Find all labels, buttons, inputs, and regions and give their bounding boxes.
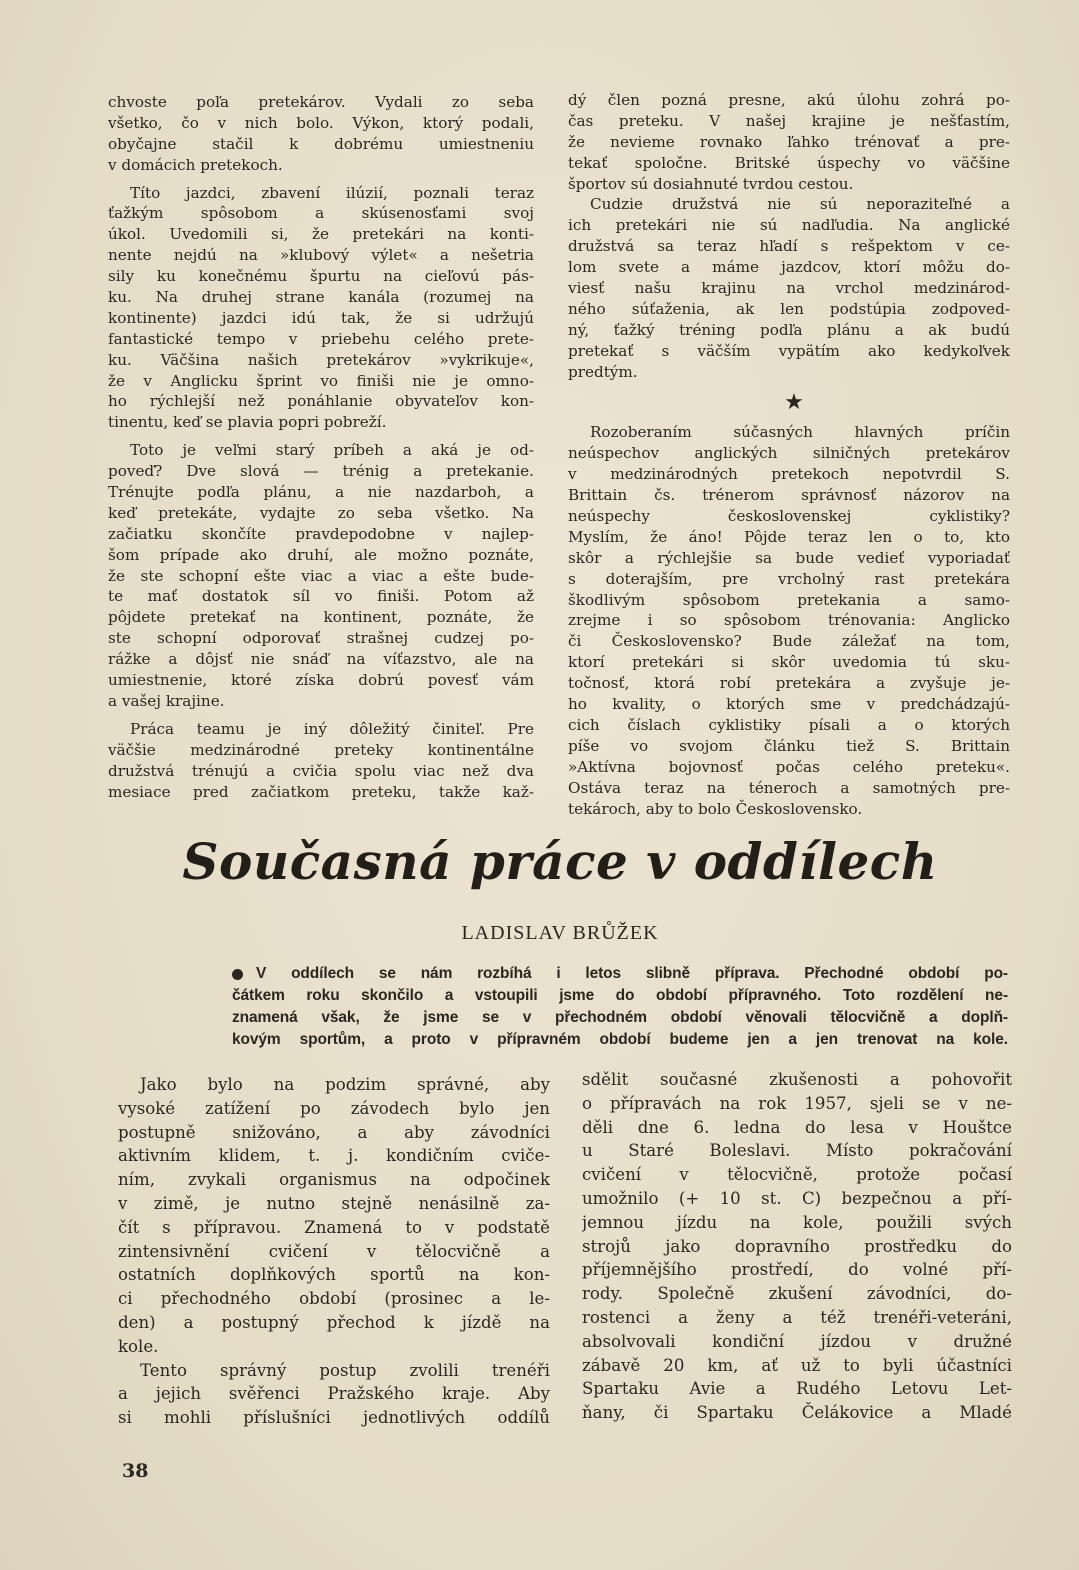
text-line: a vašej krajine. [108, 691, 225, 710]
text-line: fantastické tempo v priebehu celého prete- [108, 329, 534, 348]
text-line: obyčajne stačil k dobrému umiestneniu [108, 134, 534, 153]
text-line: Títo jazdci, zbavení ilúzií, poznali teraz [130, 183, 534, 202]
text-line: že nevieme rovnako ľahko trénovať a pre- [568, 132, 1010, 151]
paragraph [582, 1068, 1012, 1425]
text-line: dý člen pozná presne, akú úlohu zohrá po- [568, 91, 1010, 109]
text-line: umožnilo (+ 10 st. C) bezpečnou a pří- [582, 1188, 1012, 1208]
text-line: ci přechodného období (prosinec a le- [118, 1289, 550, 1309]
text-line: či Československo? Bude záležať na tom, [568, 632, 1010, 651]
text-line: pôjdete pretekať na kontinent, poznáte, že [108, 608, 534, 627]
text-line: neúspechov anglických silničných pretekárov [568, 444, 1010, 463]
paragraph [118, 1359, 550, 1430]
text-line: ho kvality, o ktorých sme v predchádzajú- [568, 695, 1010, 714]
text-line: cich číslach cyklistiky písali a o ktorých [568, 715, 1010, 734]
text-line: ňany, či Spartaku Čelákovice a Mladé [582, 1403, 1012, 1423]
text-line: s doterajším, pre vrcholný rast pretekára [568, 569, 1010, 588]
text-line: začiatku skončíte pravdepodobne v najlep- [108, 524, 534, 543]
text-line: Brittain čs. trénerom správnosť názorov na [568, 486, 1010, 505]
article1-column-1 [108, 92, 534, 802]
text-line: družstvá sa teraz hľadí s rešpektom v ce- [568, 237, 1010, 256]
text-line: te mať dostatok síl vo finiši. Potom až [108, 587, 534, 606]
text-line: pretekať s väčším vypätím ako kedykoľvek [568, 341, 1010, 360]
text-line: Jako bylo na podzim správné, aby [140, 1075, 550, 1094]
star-separator-icon: ★ [784, 390, 804, 416]
paragraph [568, 422, 1010, 819]
text-line: poveď? Dve slová — trénig a pretekanie. [108, 462, 534, 481]
text-line: Ostáva teraz na téneroch a samotných pre- [568, 778, 1010, 797]
text-line: v domácich pretekoch. [108, 155, 283, 174]
text-line: že ste schopní ešte viac a viac a ešte bude- [108, 566, 534, 585]
text-line: ného súťaženia, ak len podstúpia zodpoved- [568, 299, 1010, 318]
text-line: väčšie medzinárodné preteky kontinentálne [108, 740, 534, 759]
text-line: predtým. [568, 362, 638, 381]
text-line: Toto je veľmi starý príbeh a aká je od- [130, 441, 534, 460]
text-line: Myslím, že áno! Pôjde teraz len o to, kto [568, 527, 1010, 546]
text-line: aktivním klidem, t. j. kondičním cviče- [118, 1146, 550, 1166]
paragraph [108, 183, 534, 434]
text-line: cvičení v tělocvičně, protože počasí [582, 1165, 1012, 1185]
text-line: Cudzie družstvá nie sú neporaziteľné a [590, 195, 1010, 214]
text-line: ste schopní odporovať strašnej cudzej po- [108, 629, 534, 648]
text-line: příjemnějšího prostředí, do volné pří- [582, 1260, 1012, 1280]
paragraph [568, 90, 1010, 194]
bullet-icon [232, 969, 243, 980]
text-line: děli dne 6. ledna do lesa v Houštce [582, 1117, 1012, 1137]
text-line: kole. [118, 1336, 159, 1356]
text-line: viesť našu krajinu na vrchol medzinárod- [568, 279, 1010, 298]
text-line: tinentu, keď se plavia popri pobreží. [108, 413, 387, 432]
text-line: si mohli příslušníci jednotlivých oddílů [118, 1408, 550, 1428]
article2-column-1 [118, 1073, 550, 1430]
text-line: ho rýchlejší než ponáhlanie obyvateľov kon- [108, 392, 534, 411]
lead-line: čátkem roku skončilo a vstoupili jsme do období přípravného. Toto rozdělení ne- [232, 987, 1008, 1004]
text-line: lom svete a máme jazdcov, ktorí môžu do- [568, 258, 1010, 277]
paragraph [108, 440, 534, 712]
text-line: že v Anglicku šprint vo finiši nie je omno- [108, 371, 534, 390]
text-line: Rozoberaním súčasných hlavných príčin [590, 423, 1010, 442]
text-line: o přípravách na rok 1957, sjeli se v ne- [582, 1093, 1012, 1113]
article-author: LADISLAV BRŮŽEK [461, 922, 659, 944]
text-line: čít s přípravou. Znamená to v podstatě [118, 1217, 550, 1237]
text-line: mesiace pred začiatkom preteku, takže kaž- [108, 782, 534, 801]
text-line: športov sú dosiahnuté tvrdou cestou. [568, 174, 854, 193]
article-title: Současná práce v oddílech [182, 832, 938, 891]
text-line: čas preteku. V našej krajine je nešťastím, [568, 111, 1010, 130]
text-line: ku. Na druhej strane kanála (rozumej na [108, 288, 534, 307]
text-line: zintensivnění cvičení v tělocvičně a [118, 1241, 550, 1261]
text-line: chvoste poľa pretekárov. Vydali zo seba [108, 93, 534, 111]
text-line: rody. Společně zkušení závodníci, do- [582, 1284, 1012, 1304]
lead-line: kovým sportům, a proto v přípravném období budeme jen a jen trenovat na kole. [232, 1031, 1008, 1048]
text-line: jemnou jízdu na kole, použili svých [582, 1212, 1012, 1232]
text-line: keď pretekáte, vydajte zo seba všetko. Na [108, 503, 534, 522]
text-line: píše vo svojom článku tiež S. Brittain [568, 736, 1010, 755]
text-line: šom prípade ako druhí, ale možno poznáte, [108, 545, 534, 564]
text-line: družstvá trénujú a cvičia spolu viac než dva [108, 761, 534, 780]
text-line: ním, zvykali organismus na odpočinek [118, 1170, 550, 1190]
text-line: Trénujte podľa plánu, a nie nazdarboh, a [108, 483, 534, 502]
text-line: neúspechy československej cyklistiky? [568, 507, 1010, 526]
text-line: všetko, čo v nich bolo. Výkon, ktorý podali, [108, 113, 534, 132]
paragraph [568, 194, 1010, 382]
article-lead [232, 963, 1008, 1051]
text-line: tekať spoločne. Britské úspechy vo väčšine [568, 153, 1010, 172]
text-line: ostatních doplňkových sportů na kon- [118, 1265, 550, 1285]
text-line: Tento správný postup zvolili trenéři [140, 1360, 550, 1380]
text-line: »Aktívna bojovnosť počas celého preteku«. [568, 757, 1010, 776]
text-line: a jejich svěřenci Pražského kraje. Aby [118, 1384, 550, 1404]
lead-line: V oddílech se nám rozbíhá i letos slibně příprava. Přechodné období po- [256, 965, 1008, 982]
text-line: Spartaku Avie a Rudého Letovu Let- [582, 1379, 1012, 1399]
text-line: rostenci a ženy a též trenéři-veteráni, [582, 1307, 1012, 1327]
text-line: točnosť, ktorá robí pretekára a zvyšuje je- [568, 674, 1010, 693]
text-line: Práca teamu je iný dôležitý činiteľ. Pre [130, 719, 534, 738]
text-line: ich pretekári nie sú nadľudia. Na anglické [568, 216, 1010, 235]
paragraph [118, 1073, 550, 1359]
text-line: úkol. Uvedomili si, že pretekári na konti- [108, 225, 534, 244]
text-line: ku. Väčšina našich pretekárov »vykrikuje«, [108, 350, 534, 369]
paragraph [108, 92, 534, 176]
lead-line: znamená však, že jsme se v přechodném období věnovali tělocvičně a doplň- [232, 1009, 1008, 1026]
text-line: strojů jako dopravního prostředku do [582, 1236, 1012, 1256]
text-line: sily ku konečnému špurtu na cieľovú pás- [108, 267, 534, 286]
text-line: ťažkým spôsobom a skúsenosťami svoj [108, 204, 534, 223]
text-line: škodlivým spôsobom pretekania a samo- [568, 590, 1010, 609]
text-line: zábavě 20 km, ať už to byli účastníci [582, 1355, 1012, 1375]
paragraph [108, 719, 534, 803]
text-line: ktorí pretekári si skôr uvedomia tú sku- [568, 653, 1010, 672]
text-line: ný, ťažký tréning podľa plánu a ak budú [568, 320, 1010, 339]
text-line: den) a postupný přechod k jízdě na [118, 1312, 550, 1332]
text-line: umiestnenie, ktoré získa dobrú povesť vám [108, 671, 534, 690]
text-line: v medzinárodných pretekoch nepotvrdil S. [568, 465, 1010, 484]
text-line: skôr a rýchlejšie sa bude vedieť vyporiadať [568, 548, 1010, 567]
text-line: vysoké zatížení po závodech bylo jen [118, 1098, 550, 1118]
text-line: absolvovali kondiční jízdou v družné [582, 1331, 1012, 1351]
text-line: u Staré Boleslavi. Místo pokračování [582, 1141, 1012, 1161]
text-line: postupně snižováno, a aby závodníci [118, 1122, 550, 1142]
text-line: kontinente) jazdci idú tak, že si udržujú [108, 308, 534, 327]
article1-column-2 [568, 90, 1010, 819]
text-line: nente nejdú na »klubový výlet« a nešetria [108, 246, 534, 265]
page-number: 38 [122, 1460, 149, 1482]
text-line: rážke a dôjsť nie snáď na víťazstvo, ale na [108, 650, 534, 669]
text-line: sdělit současné zkušenosti a pohovořit [582, 1070, 1012, 1089]
article2-column-2 [582, 1068, 1012, 1425]
text-line: zrejme i so spôsobom trénovania: Anglicko [568, 611, 1010, 630]
text-line: v zimě, je nutno stejně nenásilně za- [118, 1193, 550, 1213]
text-line: tekároch, aby to bolo Československo. [568, 799, 863, 818]
